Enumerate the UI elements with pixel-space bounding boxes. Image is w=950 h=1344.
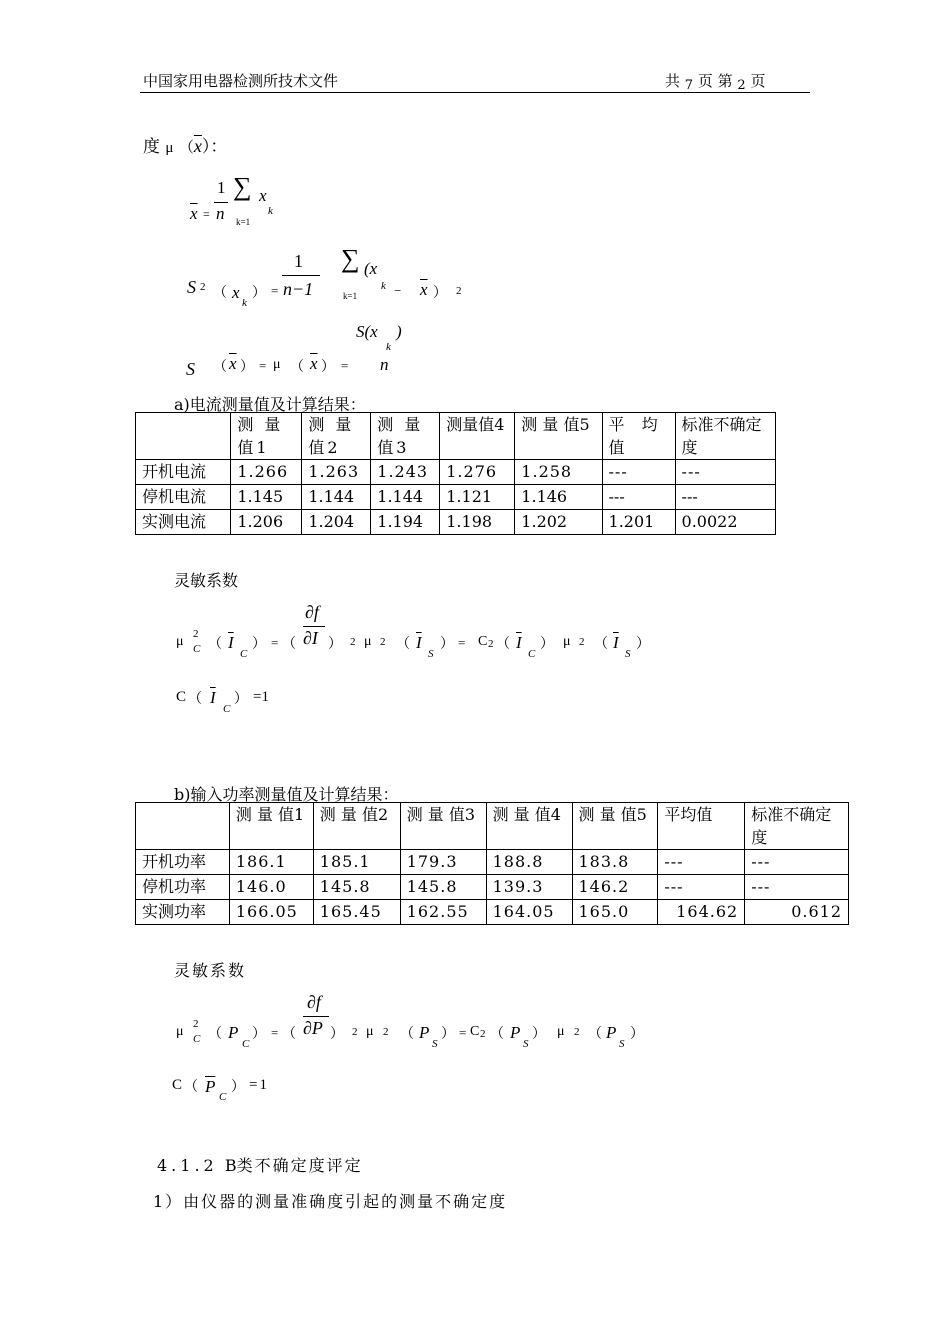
sb-df: ∂f <box>307 992 321 1012</box>
sb-p2: P <box>419 1023 430 1042</box>
sb-open3: （ <box>490 1027 504 1042</box>
table-cell: 1.198 <box>440 510 515 535</box>
table-row <box>136 850 849 875</box>
sb-fraction-bar <box>303 1016 329 1017</box>
header-cell: 测量值4 <box>440 413 515 460</box>
header-page-info <box>665 70 766 91</box>
sb-mu: μ <box>176 1024 184 1039</box>
var-close2: ） <box>433 286 447 301</box>
page-prefix: 共 <box>665 72 681 90</box>
table-cell: 1.201 <box>602 510 675 535</box>
table-cell: 186.1 <box>229 850 313 875</box>
sb-open: （ <box>208 1027 222 1042</box>
table-cell: 1.276 <box>440 460 515 485</box>
header-cell: 测 量 值5 <box>572 803 658 850</box>
table-cell: --- <box>675 485 775 510</box>
table-cell: 146.0 <box>229 875 313 900</box>
section-412-item1: 1）由仪器的测量准确度引起的测量不确定度 <box>153 1192 508 1211</box>
sb-eq2: = <box>459 1025 467 1040</box>
total-pages: 7 <box>684 78 694 93</box>
sb-lparen: （ <box>282 1027 296 1042</box>
mean-term: x <box>259 186 267 205</box>
mean-eq: = <box>203 207 210 221</box>
table-row <box>136 485 776 510</box>
table-cell: 185.1 <box>313 850 400 875</box>
table-cell: 1.206 <box>231 510 302 535</box>
header-cell: 标准不确定度 <box>675 413 775 460</box>
header-cell: 平均值 <box>658 803 745 850</box>
sa-ssub: S <box>428 648 434 660</box>
mean-num: 1 <box>217 178 226 197</box>
ca-c: C <box>176 689 187 705</box>
sx-eq1: = <box>259 358 267 373</box>
sa-open4: （ <box>594 637 608 652</box>
table-row <box>136 875 849 900</box>
ca-close: ） <box>234 692 248 707</box>
table-cell: 1.145 <box>231 485 302 510</box>
sb-dp: ∂P <box>303 1018 323 1038</box>
table-cell: --- <box>745 875 849 900</box>
sb-close3: ） <box>532 1027 546 1042</box>
header-cell: 测 量 值2 <box>302 413 371 460</box>
table-cell: 1.204 <box>302 510 371 535</box>
table-cell: --- <box>602 485 675 510</box>
table-cell: 179.3 <box>400 850 486 875</box>
sb-ssub4: S <box>619 1038 625 1050</box>
intro-mu: μ <box>165 140 174 156</box>
ca-open: （ <box>188 692 202 707</box>
var-fraction-bar <box>282 275 320 276</box>
sa-close3: ） <box>540 637 554 652</box>
table-row <box>136 510 776 535</box>
sa-isub: C <box>240 648 248 660</box>
sb-open2: （ <box>400 1027 414 1042</box>
sa-ibar2: $\overline{I}$ <box>416 633 422 652</box>
sa-eq2: = <box>458 635 466 650</box>
header-rule <box>140 92 810 93</box>
row-label: 停机功率 <box>136 875 230 900</box>
sb-c2: C <box>470 1024 480 1039</box>
ca-ibar: $\overline{I}$ <box>210 688 216 707</box>
var-open: （ <box>213 286 227 301</box>
sb-p3: P <box>510 1023 521 1042</box>
var-den: n−1 <box>283 279 314 299</box>
sa-lparen: （ <box>282 637 296 652</box>
current-table-header <box>136 413 776 460</box>
header-cell: 平 均值 <box>602 413 675 460</box>
cb-val: =1 <box>249 1077 269 1093</box>
var-pow: 2 <box>456 285 462 297</box>
row-label: 实测功率 <box>136 900 230 925</box>
sa-eq: = <box>271 635 279 650</box>
sa-sup: 2 <box>193 628 199 640</box>
table-cell: 162.55 <box>400 900 486 925</box>
table-cell: 1.266 <box>231 460 302 485</box>
sb-close: ） <box>252 1027 266 1042</box>
sx-den: n <box>380 355 389 374</box>
sa-close2: ） <box>440 637 454 652</box>
sa-mu3: μ <box>563 634 571 649</box>
section-412-b: B <box>224 1156 237 1175</box>
var-close: ） <box>252 286 266 301</box>
sx-open: （ <box>213 360 227 375</box>
sb-sup3: 2 <box>383 1026 389 1038</box>
cb-c: C <box>172 1077 183 1093</box>
section-b-title: b)输入功率测量值及计算结果： <box>174 785 399 804</box>
var-xsub: k <box>242 297 247 309</box>
sa-ibar4: $\overline{I}$ <box>613 633 619 652</box>
section-412-number: 4.1.2 <box>157 1156 218 1175</box>
sb-ssub3: S <box>523 1038 529 1050</box>
section-412-title: 类不确定度评定 <box>236 1156 363 1175</box>
current-page: 2 <box>737 78 746 93</box>
table-cell: 1.194 <box>371 510 440 535</box>
table-cell: 164.62 <box>658 900 745 925</box>
mean-sub: k <box>268 205 273 217</box>
sx-close2: ） <box>321 360 335 375</box>
header-cell <box>136 803 230 850</box>
sb-sup: 2 <box>193 1018 199 1030</box>
section-412-heading <box>157 1153 363 1176</box>
sa-ibar: $\overline{I}$ <box>228 633 234 652</box>
sa-open3: （ <box>496 637 510 652</box>
header-cell: 测 量 值3 <box>371 413 440 460</box>
mean-xbar: $\overline{x}$ <box>190 204 198 223</box>
table-cell: --- <box>745 850 849 875</box>
table-row <box>136 460 776 485</box>
sx-s: S <box>186 359 195 379</box>
sx-xbar2: $\overline{x}$ <box>310 354 318 373</box>
cb-sub: C <box>219 1091 227 1103</box>
mean-sigma: ∑ <box>233 172 252 201</box>
var-xbar: $\overline{x}$ <box>420 280 428 299</box>
table-cell: 1.202 <box>515 510 602 535</box>
table-cell: 1.121 <box>440 485 515 510</box>
table-cell: 139.3 <box>486 875 572 900</box>
sens-a-label: 灵敏系数 <box>174 571 239 590</box>
sa-open2: （ <box>396 637 410 652</box>
sa-subc: C <box>193 643 201 655</box>
sb-p4: P <box>606 1023 617 1042</box>
mean-lower: k=1 <box>236 217 251 227</box>
sa-open: （ <box>208 637 222 652</box>
row-label: 开机功率 <box>136 850 230 875</box>
intro-line: 度 μ $(\overline{x})$： <box>143 136 228 157</box>
table-cell: 164.05 <box>486 900 572 925</box>
page-suffix: 页 <box>750 72 766 90</box>
sa-df: ∂f <box>305 602 319 622</box>
sx-ksub: k <box>386 341 391 353</box>
sa-ibar3: $\overline{I}$ <box>516 633 522 652</box>
var-sup: 2 <box>200 281 206 293</box>
table-cell: --- <box>675 460 775 485</box>
table-cell: 146.2 <box>572 875 658 900</box>
sa-mu: μ <box>176 634 184 649</box>
table-cell: 1.144 <box>302 485 371 510</box>
var-paren: (x <box>364 259 378 278</box>
mean-den: n <box>216 204 225 223</box>
sx-numclose: ) <box>396 322 402 341</box>
sa-sup4: 2 <box>579 636 585 648</box>
sens-b-label: 灵敏系数 <box>174 961 247 980</box>
table-cell: 0.612 <box>745 900 849 925</box>
var-sigma: ∑ <box>341 244 360 273</box>
ca-sub: C <box>223 703 231 715</box>
sa-sup2: 2 <box>350 636 356 648</box>
table-cell: --- <box>658 875 745 900</box>
var-minus: − <box>394 283 402 298</box>
table-cell: 1.258 <box>515 460 602 485</box>
power-table <box>135 802 849 925</box>
section-a-title: a)电流测量值及计算结果： <box>174 395 366 414</box>
var-lower: k=1 <box>343 291 358 301</box>
intro-close: ）： <box>201 137 228 157</box>
header-cell: 测 量 值3 <box>400 803 486 850</box>
header-org: 中国家用电器检测所技术文件 <box>143 72 339 90</box>
row-label: 停机电流 <box>136 485 231 510</box>
sb-ssub: S <box>432 1038 438 1050</box>
table-cell: 165.45 <box>313 900 400 925</box>
table-cell: 0.0022 <box>675 510 775 535</box>
sb-mu3: μ <box>557 1024 565 1039</box>
sa-close4: ） <box>636 637 650 652</box>
table-cell: 1.146 <box>515 485 602 510</box>
table-cell: 165.0 <box>572 900 658 925</box>
header-cell: 测 量 值5 <box>515 413 602 460</box>
var-x: x <box>232 283 240 302</box>
sb-c2sup: 2 <box>480 1028 486 1040</box>
header-cell: 测 量 值2 <box>313 803 400 850</box>
current-table <box>135 412 776 535</box>
sb-psub: C <box>242 1038 250 1050</box>
table-row <box>136 900 849 925</box>
table-cell: 188.8 <box>486 850 572 875</box>
sa-ssub4: S <box>625 648 631 660</box>
sa-sup3: 2 <box>380 636 386 648</box>
power-table-header <box>136 803 849 850</box>
mean-fraction-bar <box>214 202 228 203</box>
header-cell <box>136 413 231 460</box>
sb-subc: C <box>193 1033 201 1045</box>
cb-close: ） <box>231 1080 245 1095</box>
var-s: S <box>187 277 196 297</box>
sx-mu: μ <box>273 357 281 372</box>
table-cell: 1.144 <box>371 485 440 510</box>
table-cell: 166.05 <box>229 900 313 925</box>
row-label: 开机电流 <box>136 460 231 485</box>
sx-open2: （ <box>290 360 304 375</box>
table-cell: 145.8 <box>313 875 400 900</box>
intro-xbar: $\overline{x}$ <box>193 136 202 156</box>
sa-di: ∂I <box>303 628 318 648</box>
table-cell: 1.263 <box>302 460 371 485</box>
header-cell: 测 量 值1 <box>231 413 302 460</box>
sb-close4: ） <box>630 1027 644 1042</box>
sx-close: ） <box>240 360 254 375</box>
table-cell: --- <box>602 460 675 485</box>
sb-mu2: μ <box>366 1024 374 1039</box>
sa-csub3: C <box>528 648 536 660</box>
table-cell: --- <box>658 850 745 875</box>
table-cell: 183.8 <box>572 850 658 875</box>
sb-sup2: 2 <box>352 1026 358 1038</box>
ca-val: =1 <box>253 689 269 705</box>
header-cell: 测 量 值4 <box>486 803 572 850</box>
sb-close2: ） <box>441 1027 455 1042</box>
page-mid: 页 第 <box>697 72 733 90</box>
var-ksub: k <box>381 280 386 292</box>
cb-pbar: $\overline{P}$ <box>205 1077 216 1096</box>
header-cell: 测 量 值1 <box>229 803 313 850</box>
sa-c2sup: 2 <box>488 638 494 650</box>
sb-sup4: 2 <box>574 1026 580 1038</box>
sa-mu2: μ <box>364 634 372 649</box>
sb-p: P <box>228 1023 239 1042</box>
sa-rparen: ） <box>328 637 342 652</box>
sx-xbar: $\overline{x}$ <box>229 354 237 373</box>
cb-open: （ <box>184 1080 198 1095</box>
sa-close: ） <box>252 637 266 652</box>
sb-eq: = <box>271 1025 279 1040</box>
var-num: 1 <box>294 251 303 271</box>
var-eq: = <box>271 283 279 298</box>
sx-num: S(x <box>356 322 378 341</box>
row-label: 实测电流 <box>136 510 231 535</box>
header-cell: 标准不确定度 <box>745 803 849 850</box>
sb-rparen: ） <box>330 1027 344 1042</box>
sa-fraction-bar <box>303 626 325 627</box>
sx-eq2: = <box>341 358 349 373</box>
sa-c2: C <box>478 634 488 649</box>
intro-prefix: 度 <box>143 137 160 157</box>
sb-open4: （ <box>588 1027 602 1042</box>
table-cell: 1.243 <box>371 460 440 485</box>
table-cell: 145.8 <box>400 875 486 900</box>
